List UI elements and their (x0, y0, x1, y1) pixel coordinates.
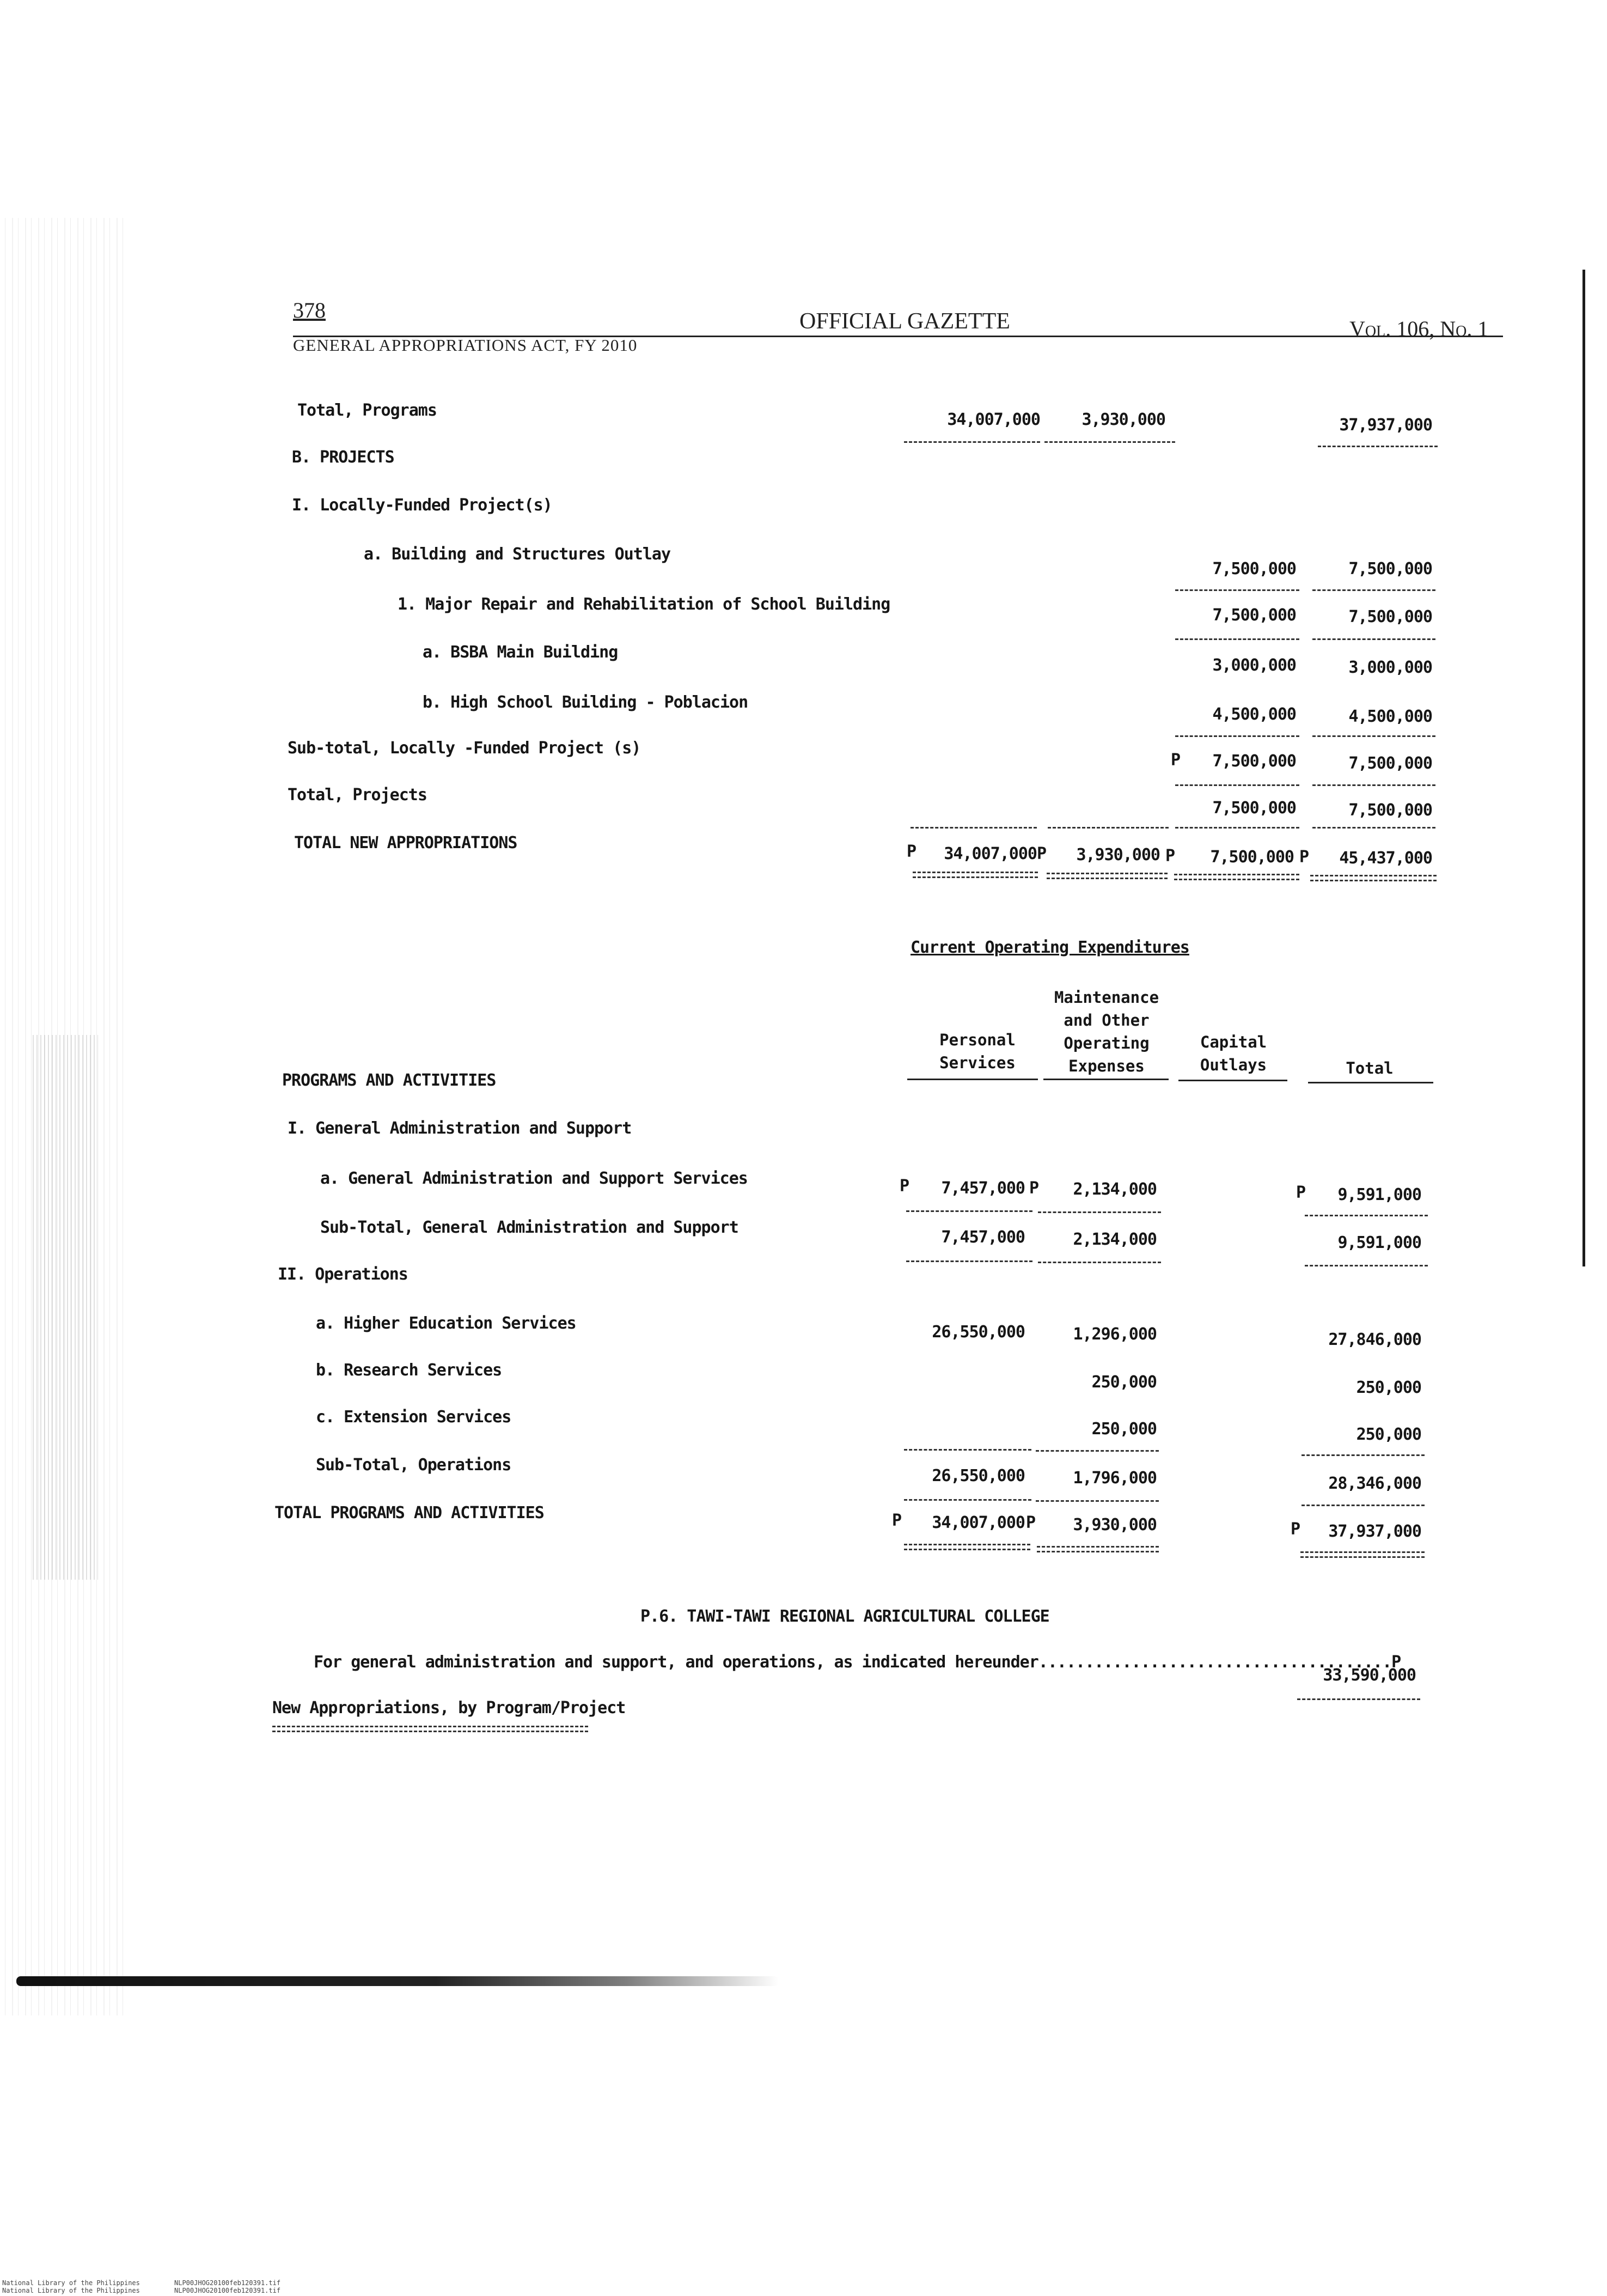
higher-ed-ps: 26,550,000 (932, 1323, 1025, 1342)
gas-subtotal-ps: 7,457,000 (941, 1228, 1025, 1247)
total-programs-activities-total: 37,937,000 (1328, 1522, 1421, 1541)
ops-subtotal-mooe: 1,796,000 (1073, 1469, 1157, 1488)
act-title: GENERAL APPROPRIATIONS ACT, FY 2010 (293, 336, 638, 355)
extension-total: 250,000 (1356, 1425, 1421, 1444)
total-new-co: 7,500,000 (1210, 848, 1294, 867)
rule (1036, 1450, 1159, 1452)
building-outlay-co: 7,500,000 (1212, 559, 1296, 578)
research-mooe: 250,000 (1091, 1373, 1157, 1392)
peso-sign: P (1291, 1520, 1300, 1539)
rule (1305, 1215, 1428, 1216)
co-header: Capital Outlays (1200, 1033, 1267, 1074)
high-school-label: b. High School Building - Poblacion (423, 693, 748, 712)
peso-sign: P (1171, 751, 1181, 770)
operations-heading: II. Operations (278, 1265, 408, 1284)
total-projects-total: 7,500,000 (1348, 801, 1432, 820)
rule (1312, 784, 1435, 786)
ops-subtotal-ps: 26,550,000 (932, 1466, 1025, 1485)
programs-heading: PROGRAMS AND ACTIVITIES (282, 1071, 496, 1090)
ops-subtotal-total: 28,346,000 (1328, 1474, 1421, 1493)
rule (1036, 1500, 1159, 1502)
double-rule (913, 872, 1038, 878)
high-school-total: 4,500,000 (1348, 707, 1432, 726)
scan-edge-artifact (33, 1035, 98, 1580)
extension-mooe: 250,000 (1091, 1420, 1157, 1439)
header-rule (1043, 1079, 1169, 1080)
section-title: P.6. TAWI-TAWI REGIONAL AGRICULTURAL COLLEGE (640, 1607, 1049, 1626)
rule (1312, 589, 1435, 591)
higher-ed-mooe: 1,296,000 (1073, 1325, 1157, 1344)
header-rule (1308, 1082, 1433, 1083)
rule (906, 1260, 1032, 1262)
total-programs-activities-label: TOTAL PROGRAMS AND ACTIVITIES (274, 1503, 544, 1522)
header-rule (907, 1079, 1038, 1080)
peso-sign: P (1037, 844, 1047, 863)
peso-sign: P (907, 842, 916, 861)
rule (906, 1210, 1032, 1212)
peso-sign: P (1026, 1513, 1036, 1532)
double-rule (1174, 874, 1299, 880)
gas-services-total: 9,591,000 (1337, 1185, 1421, 1204)
total-new-ps: 34,007,000 (944, 844, 1037, 863)
subtotal-lfp-label: Sub-total, Locally -Funded Project (s) (288, 739, 641, 758)
total-header: Total (1346, 1059, 1394, 1077)
rule (911, 827, 1037, 829)
footer-library: National Library of the Philippines (2, 2287, 140, 2294)
purpose-line: For general administration and support, and operations, as indicated hereunder......................................P (314, 1653, 1401, 1672)
double-rule (272, 1726, 588, 1732)
higher-ed-total: 27,846,000 (1328, 1330, 1421, 1349)
building-outlay-label: a. Building and Structures Outlay (364, 545, 671, 564)
new-appropriations-heading: New Appropriations, by Program/Project (272, 1698, 626, 1718)
main-building-label: a. BSBA Main Building (423, 643, 618, 662)
double-rule (1037, 1546, 1159, 1552)
page-number: 378 (293, 298, 326, 322)
major-repair-co: 7,500,000 (1212, 606, 1296, 625)
gas-subtotal-label: Sub-Total, General Administration and Support (320, 1218, 738, 1237)
mooe-header: Maintenance and Other Operating Expenses (1054, 988, 1159, 1075)
gas-heading: I. General Administration and Support (288, 1119, 632, 1138)
rule (1175, 827, 1299, 829)
double-rule (1310, 875, 1437, 881)
rule (1297, 1698, 1420, 1700)
footer-file: NLP00JHOG20100feb120391.tif (174, 2279, 281, 2287)
total-new-total: 45,437,000 (1339, 849, 1432, 868)
double-rule (1047, 873, 1168, 879)
footer-library: National Library of the Philippines (2, 2279, 140, 2287)
research-label: b. Research Services (316, 1361, 502, 1380)
volume-number: Vol. 106, No. 1 (1349, 316, 1489, 341)
double-rule (1300, 1551, 1425, 1558)
total-programs-mooe: 3,930,000 (1081, 410, 1165, 429)
gas-services-mooe: 2,134,000 (1073, 1180, 1157, 1199)
high-school-co: 4,500,000 (1212, 705, 1296, 724)
rule (1175, 784, 1299, 786)
rule (904, 441, 1040, 443)
peso-sign: P (1165, 846, 1175, 866)
current-operating-header: Current Operating Expenditures (911, 938, 1189, 957)
main-building-co: 3,000,000 (1212, 656, 1296, 675)
gas-subtotal-total: 9,591,000 (1337, 1233, 1421, 1252)
total-programs-activities-mooe: 3,930,000 (1073, 1515, 1157, 1534)
rule (1302, 1505, 1425, 1506)
total-projects-co: 7,500,000 (1212, 799, 1296, 818)
rule (1312, 827, 1435, 829)
peso-sign: P (1299, 848, 1309, 867)
total-new-label: TOTAL NEW APPROPRIATIONS (294, 833, 517, 852)
rule (1175, 638, 1299, 640)
peso-sign: P (892, 1511, 902, 1530)
gas-subtotal-mooe: 2,134,000 (1073, 1230, 1157, 1249)
total-programs-total: 37,937,000 (1339, 416, 1432, 435)
projects-heading: B. PROJECTS (292, 448, 394, 467)
rule (1302, 1454, 1425, 1456)
rule (1044, 441, 1175, 443)
gas-services-ps: 7,457,000 (941, 1179, 1025, 1198)
peso-sign: P (900, 1177, 909, 1196)
rule (1175, 735, 1299, 737)
locally-funded-heading: I. Locally-Funded Project(s) (292, 496, 552, 515)
subtotal-lfp-co: 7,500,000 (1212, 752, 1296, 771)
appropriation-amount: 33,590,000 (1323, 1666, 1416, 1685)
rule (1312, 638, 1435, 640)
total-projects-label: Total, Projects (288, 785, 427, 805)
major-repair-label: 1. Major Repair and Rehabilitation of School Building (398, 595, 890, 614)
ops-subtotal-label: Sub-Total, Operations (316, 1455, 511, 1475)
scan-right-edge-line (1582, 270, 1585, 1266)
rule (1175, 589, 1299, 591)
gazette-title: OFFICIAL GAZETTE (799, 309, 1010, 334)
rule (904, 1449, 1031, 1451)
extension-label: c. Extension Services (316, 1408, 511, 1427)
rule (1038, 1262, 1161, 1263)
ps-header: Personal Services (939, 1031, 1016, 1072)
major-repair-total: 7,500,000 (1348, 607, 1432, 626)
peso-sign: P (1296, 1183, 1306, 1202)
rule (1038, 1211, 1161, 1213)
scan-bottom-smudge (16, 1976, 779, 1986)
building-outlay-total: 7,500,000 (1348, 559, 1432, 578)
total-programs-activities-ps: 34,007,000 (932, 1513, 1025, 1532)
rule (1305, 1265, 1428, 1266)
double-rule (904, 1544, 1030, 1550)
gas-services-label: a. General Administration and Support Services (320, 1169, 748, 1188)
footer-file: NLP00JHOG20100feb120391.tif (174, 2287, 281, 2294)
header-rule (1178, 1080, 1287, 1081)
higher-ed-label: a. Higher Education Services (316, 1314, 576, 1333)
rule (1048, 827, 1169, 829)
peso-sign: P (1029, 1179, 1039, 1198)
subtotal-lfp-total: 7,500,000 (1348, 754, 1432, 773)
main-building-total: 3,000,000 (1348, 658, 1432, 677)
total-programs-label: Total, Programs (297, 401, 437, 420)
total-new-mooe: 3,930,000 (1076, 845, 1160, 864)
total-programs-ps: 34,007,000 (947, 410, 1040, 429)
rule (1318, 446, 1438, 447)
rule (1312, 735, 1435, 737)
rule (904, 1499, 1031, 1501)
research-total: 250,000 (1356, 1378, 1421, 1397)
